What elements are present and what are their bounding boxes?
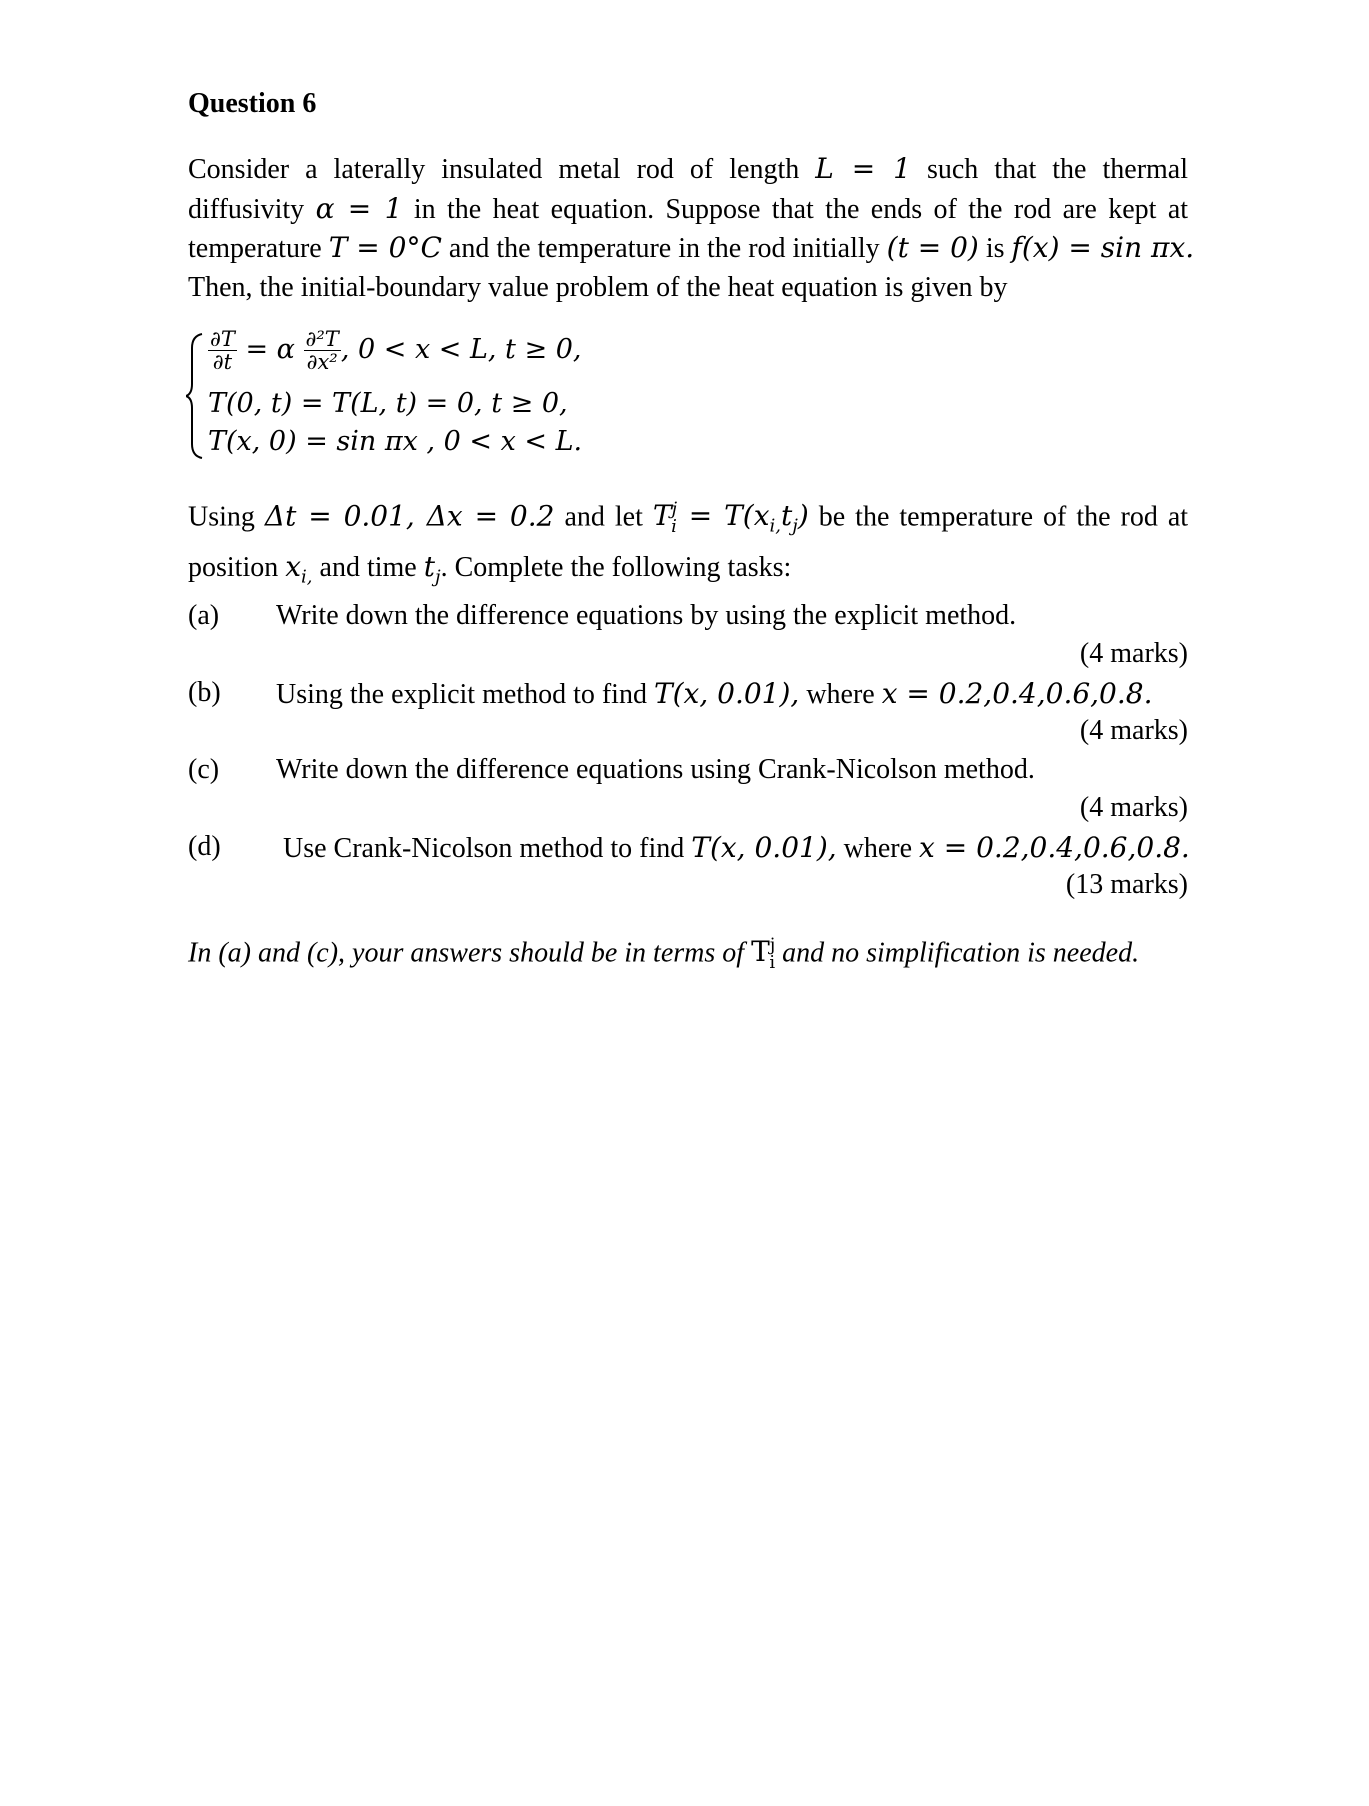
footnote <box>188 935 1188 973</box>
math-symbol: t <box>780 499 793 533</box>
intro-text: temperature <box>188 233 322 264</box>
math-initial-function: f(x) = sin πx. <box>1011 231 1195 264</box>
task-b <box>188 677 1188 754</box>
frac-denominator: ∂t <box>212 350 233 374</box>
task-marks: (13 marks) <box>1065 869 1188 900</box>
intro-text: and the temperature in the rod initially <box>448 233 880 264</box>
math-symbol: ) <box>797 499 809 533</box>
math-x-i <box>285 549 313 588</box>
pde-equation <box>208 328 581 373</box>
math-symbol: x <box>285 549 302 583</box>
task-marks: (4 marks) <box>1079 638 1188 669</box>
frac-numerator: ∂²T <box>305 327 339 351</box>
initial-condition: T(x, 0) = sin πx , 0 < x < L. <box>208 426 583 457</box>
frac-denominator: ∂x² <box>306 350 338 374</box>
task-text: Write down the difference equations by using the explicit method. <box>276 600 1017 631</box>
intro-text: diffusivity <box>188 193 305 225</box>
math-t-j <box>423 549 441 588</box>
superscript: j <box>671 499 678 520</box>
subscript: i <box>769 951 776 973</box>
boundary-condition: T(0, t) = T(L, t) = 0, t ≥ 0, <box>208 388 568 419</box>
subscript: i, <box>769 515 781 537</box>
space-derivative <box>304 328 341 373</box>
math-expression: x = 0.2,0.4,0.6,0.8. <box>881 677 1153 710</box>
intro-line-4: Then, the initial-boundary value problem of the heat equation is given by <box>188 271 1008 303</box>
intro-text: such that the thermal <box>926 154 1189 185</box>
setup-text: position <box>188 551 279 583</box>
math-expression: T(x, 0.01), <box>653 677 800 710</box>
task-marks: (4 marks) <box>1079 792 1188 823</box>
intro-line-1 <box>188 150 1188 190</box>
setup-line-1 <box>188 490 1188 547</box>
task-label: (d) <box>188 831 221 862</box>
math-symbol: T <box>751 935 770 969</box>
task-a <box>188 600 1188 677</box>
subscript: j <box>792 515 798 537</box>
intro-line-2 <box>188 190 1188 230</box>
math-alpha: α = 1 <box>315 191 403 225</box>
math-T-ij <box>751 935 776 973</box>
setup-line-2 <box>188 547 1188 598</box>
pde-domain: , 0 < x < L, t ≥ 0, <box>340 334 582 365</box>
math-symbol: t <box>423 549 435 583</box>
math-step-sizes: Δt = 0.01, Δx = 0.2 <box>264 499 555 533</box>
note-text: In (a) and (c), your answers should be in terms of <box>188 937 745 969</box>
task-text: Write down the difference equations using Crank-Nicolson method. <box>276 754 1035 785</box>
frac-numerator: ∂T <box>210 327 235 351</box>
left-brace-icon <box>186 332 204 460</box>
task-c <box>188 754 1188 831</box>
intro-text: is <box>985 233 1005 264</box>
task-d <box>188 831 1188 908</box>
task-text-part: where <box>843 833 913 864</box>
math-expression: x = 0.2,0.4,0.6,0.8. <box>919 831 1190 864</box>
task-text-part: Using the explicit method to find <box>276 679 647 710</box>
math-expression: T(x, 0.01), <box>691 831 837 864</box>
setup-text: be the temperature of the rod at <box>818 501 1189 533</box>
subscript: j <box>434 566 441 588</box>
time-derivative <box>208 328 237 373</box>
subscript: i <box>671 515 677 537</box>
task-text-part: Use Crank-Nicolson method to find <box>283 833 685 864</box>
subscript: i, <box>301 566 313 588</box>
superscript: j <box>769 935 776 956</box>
pde-equals-alpha: = α <box>245 334 295 365</box>
equation-system <box>188 327 708 460</box>
setup-paragraph <box>188 490 1188 598</box>
task-label: (a) <box>188 600 220 631</box>
question-heading: Question 6 <box>188 88 317 119</box>
task-label: (b) <box>188 677 221 708</box>
task-text <box>283 831 1190 865</box>
math-symbol: = T(x <box>688 499 770 533</box>
intro-paragraph <box>188 150 1195 307</box>
intro-line-3 <box>188 229 1195 269</box>
setup-text: . Complete the following tasks: <box>440 551 792 583</box>
note-text: and no simplification is needed. <box>782 937 1140 969</box>
intro-text: Consider a laterally insulated metal rod of length <box>188 154 800 185</box>
task-text-part: where <box>806 679 875 710</box>
intro-text: in the heat equation. Suppose that the ends of the rod are kept at <box>413 193 1189 225</box>
task-text <box>276 677 1153 711</box>
setup-text: and time <box>319 551 417 583</box>
task-label: (c) <box>188 754 220 785</box>
math-temperature: T = 0°C <box>328 231 442 264</box>
task-list <box>188 600 1188 908</box>
math-symbol: T <box>652 499 672 533</box>
setup-text: and let <box>564 501 643 533</box>
task-marks: (4 marks) <box>1079 715 1188 746</box>
setup-text: Using <box>188 501 255 533</box>
math-length: L = 1 <box>815 152 911 185</box>
math-T-ij <box>652 499 809 537</box>
math-time-zero: (t = 0) <box>886 231 979 264</box>
